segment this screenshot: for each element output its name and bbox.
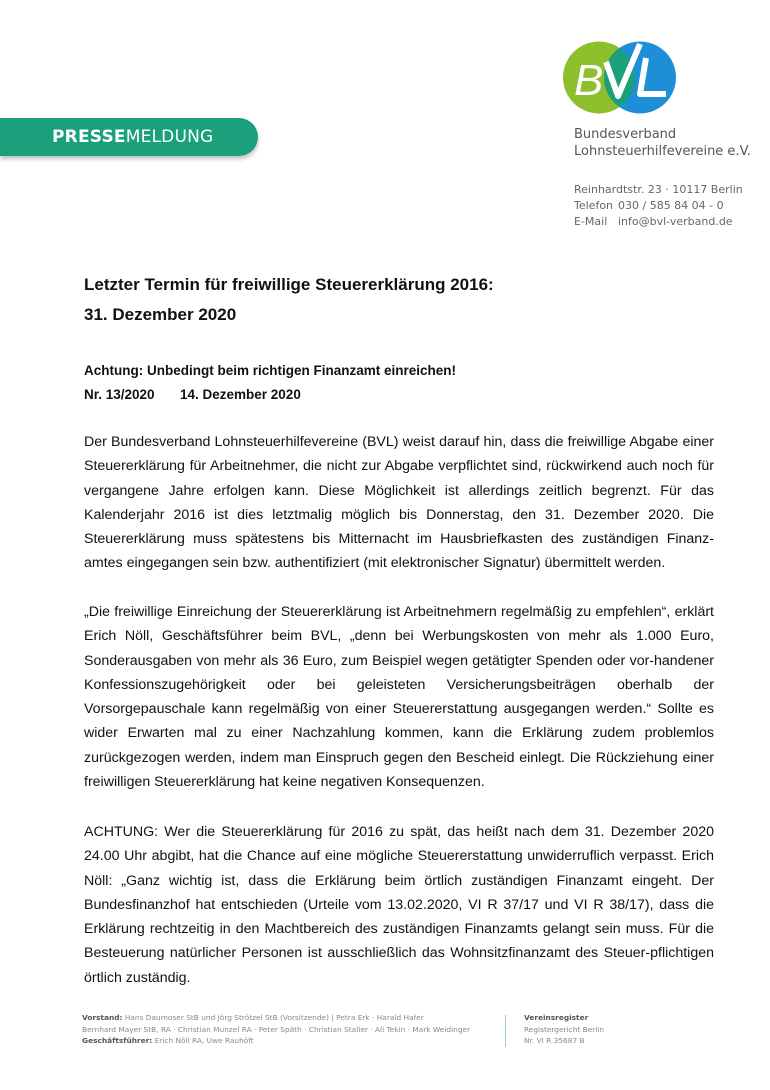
footer-board [82,1012,470,1047]
email-link[interactable]: info@bvl-verband.de [618,215,733,228]
board-line-1 [82,1012,470,1024]
title-line-2: 31. Dezember 2020 [84,305,237,324]
board-line-2: Bernhard Mayer StB, RA · Christian Munzel RA · Peter Späth · Christian Staller · Ali Tekin · Mark Weidinger [82,1024,471,1034]
title-line-1: Letzter Termin für freiwillige Steuererklärung 2016: [84,275,494,294]
register-number: Nr. VI R 35687 B [524,1036,585,1045]
subtitle: Achtung: Unbedingt beim richtigen Finanzamt einreichen! [84,363,457,378]
contact-block [574,182,743,230]
email-label: E-Mail [574,215,608,228]
organization-name [574,126,751,160]
paragraph-3: ACHTUNG: Wer die Steuererklärung für 2016 zu spät, das heißt nach dem 31. Dezember 2020 24.00 Uhr abgibt, hat die Chance auf eine mögliche Steuererstattung unwiderruflich verpasst. Erich Nöll: „Ganz wichtig ist, dass die Erklärung beim örtlich zuständigen Finanzamt eingeht. Der Bundesfinanzhof hat entschieden (Urteile vom 13.02.2020, VI R 37/17 und VI R 38/17), dass die Erklärung rechtzeitig in den Machtbereich des zuständigen Finanzamts gelangt sein muss. Für die Besteuerung natürlicher Personen ist ausschließlich das Wohnsitzfinanzamt des Steuer-pflichtigen örtlich zuständig. [84,824,714,986]
bvl-logo [562,40,677,115]
email-row [574,214,743,230]
address: Reinhardtstr. 23 · 10117 Berlin [574,183,743,196]
footer-register [524,1012,604,1047]
managers-label: Geschäftsführer: [82,1036,153,1045]
page-title [84,270,494,330]
pressemeldung-banner [0,118,258,156]
paragraph-1: Der Bundesverband Lohnsteuerhilfevereine (BVL) weist darauf hin, dass die freiwillige Abgabe einer Steuererklärung für Arbeitnehmer, die nicht zur Abgabe verpflichtet sind, rückwirkend auch noch für vergangene Jahre erfolgen kann. Diese Möglichkeit ist allerdings zeitlich begrenzt. Für das Kalenderjahr 2016 ist dies letztmalig möglich bis Donnerstag, den 31. Dezember 2020. Die Steuererklärung muss spätestens bis Mitternacht im Hausbriefkasten des zuständigen Finanz-amtes eingegangen sein bzw. authentifiziert (mit elektronischer Signatur) übermittelt werden. [84,434,714,572]
managers-names: Erich Nöll RA, Uwe Rauhöft [154,1036,254,1045]
paragraph-2: „Die freiwillige Einreichung der Steuererklärung ist Arbeitnehmern regelmäßig zu empfehlen“, erklärt Erich Nöll, Geschäftsführer beim BVL, „denn bei Werbungskosten von mehr als 1.000 Euro, Sonderausgaben von mehr als 36 Euro, zum Beispiel wegen getätigter Spenden oder vor-handener Konfessionszugehörigkeit oder bei geleisteten Versicherungsbeiträgen oberhalb der Vorsorgepauschale kann regelmäßig von einer Steuererstattung ausgegangen werden.“ Sollte es wider Erwarten mal zu einer Nachzahlung kommen, kann die Erklärung zudem problemlos zurückgezogen werden, indem man Einspruch gegen den Bescheid einlegt. Die Rückziehung einer freiwilligen Steuererklärung hat keine negativen Konsequenzen. [84,604,714,791]
phone-row [574,198,743,214]
org-line-1: Bundesverband [574,127,677,142]
banner-bold-text: PRESSE [52,127,126,147]
managers-line [82,1035,470,1047]
org-line-2: Lohnsteuerhilfevereine e.V. [574,144,751,159]
register-label: Vereinsregister [524,1013,589,1022]
footer-divider [505,1015,506,1047]
phone-number: 030 / 585 84 04 - 0 [618,199,724,212]
banner-regular-text: MELDUNG [125,127,214,147]
board-members-1: Hans Daumoser StB und Jörg Strötzel StB (Vorsitzende) | Petra Erk · Harald Hafer [124,1013,424,1022]
release-meta [84,383,456,407]
phone-label: Telefon [574,199,614,212]
release-date: 14. Dezember 2020 [180,387,301,402]
banner-label [52,127,213,147]
board-label: Vorstand: [82,1013,123,1022]
subtitle-block [84,359,456,407]
release-number: Nr. 13/2020 [84,387,155,402]
logo-letter-b: B [574,56,604,105]
register-court: Registergericht Berlin [524,1024,605,1034]
